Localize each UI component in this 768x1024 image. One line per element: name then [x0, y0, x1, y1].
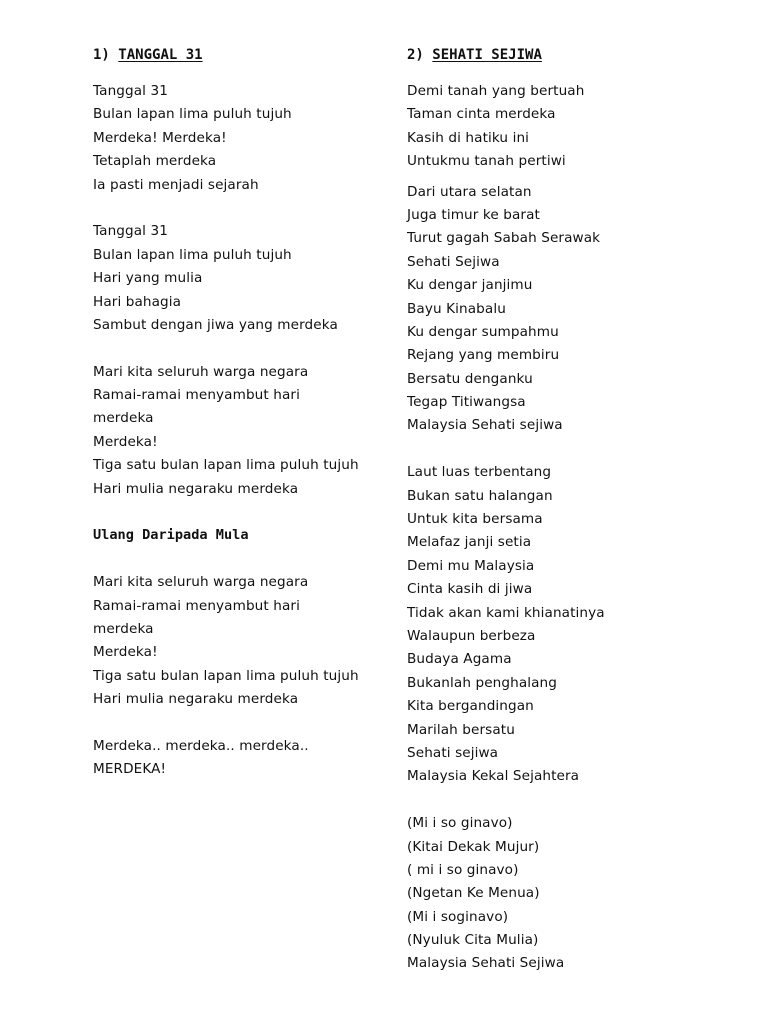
lyric-line: Laut luas terbentang — [407, 464, 552, 481]
song-heading — [407, 46, 737, 64]
stanza-2 — [407, 181, 737, 438]
lyric-line: Marilah bersatu — [407, 721, 515, 738]
lyric-line: Demi mu Malaysia — [407, 557, 535, 574]
stanza-4 — [93, 571, 383, 711]
stanza-3 — [407, 461, 737, 788]
lyric-line: Malaysia Kekal Sejahtera — [407, 768, 580, 785]
lyric-line: Tegap Titiwangsa — [407, 394, 526, 411]
lyric-line: MERDEKA! — [93, 761, 167, 778]
lyric-line: Kasih di hatiku ini — [407, 129, 530, 146]
lyric-line: Dari utara selatan — [407, 183, 532, 200]
lyric-line: Malaysia Sehati sejiwa — [407, 417, 563, 434]
lyric-line: (Kitai Dekak Mujur) — [407, 838, 540, 855]
lyric-line: Juga timur ke barat — [407, 206, 540, 223]
lyric-line: Untukmu tanah pertiwi — [407, 153, 566, 170]
lyric-line: Sehati sejiwa — [407, 744, 499, 761]
lyric-line: ( mi i so ginavo) — [407, 861, 519, 878]
lyric-line: Turut gagah Sabah Serawak — [407, 230, 601, 247]
lyric-line: Bersatu denganku — [407, 370, 533, 387]
lyric-line: Demi tanah yang bertuah — [407, 83, 585, 99]
lyric-line: Bukanlah penghalang — [407, 674, 557, 691]
stanza-spacer — [407, 174, 737, 181]
lyric-line: Mari kita seluruh warga negara — [93, 363, 309, 380]
lyric-line: Rejang yang membiru — [407, 347, 560, 364]
lyric-line: (Mi i so ginavo) — [407, 815, 513, 832]
lyric-line: Mari kita seluruh warga negara — [93, 574, 309, 591]
lyric-line: (Ngetan Ke Menua) — [407, 885, 540, 902]
stanza-spacer — [407, 438, 737, 461]
stanza-4 — [407, 812, 737, 976]
song-heading — [93, 46, 383, 64]
lyric-line: Merdeka! Merdeka! — [93, 129, 227, 146]
lyric-line: Tiga satu bulan lapan lima puluh tujuh — [93, 457, 359, 474]
lyric-line: Ramai-ramai menyambut hari — [93, 597, 300, 614]
stanza-5 — [93, 735, 383, 782]
song-title: SEHATI SEJIWA — [432, 47, 542, 63]
stanza-spacer — [93, 548, 383, 571]
lyric-line: merdeka — [93, 620, 154, 637]
lyric-line: Ia pasti menjadi sejarah — [93, 176, 259, 193]
lyric-line: Bayu Kinabalu — [407, 300, 506, 317]
lyric-line: (Mi i soginavo) — [407, 908, 509, 925]
lyric-line: Merdeka! — [93, 433, 158, 450]
song-tanggal-31 — [93, 46, 383, 782]
lyric-line: Merdeka! — [93, 644, 158, 661]
lyric-line: Bukan satu halangan — [407, 487, 553, 504]
lyric-line: (Nyuluk Cita Mulia) — [407, 932, 539, 949]
lyric-line: Hari mulia negaraku merdeka — [93, 480, 299, 497]
stanza-3 — [93, 361, 383, 501]
lyric-line: Tanggal 31 — [93, 223, 168, 240]
lyric-line: Taman cinta merdeka — [407, 106, 556, 123]
stanza-spacer — [407, 789, 737, 812]
song-title: TANGGAL 31 — [118, 47, 203, 63]
lyric-line: Ramai-ramai menyambut hari — [93, 387, 300, 404]
lyric-line: Ku dengar sumpahmu — [407, 323, 559, 340]
lyric-line: Tanggal 31 — [93, 83, 168, 99]
stanza-2 — [93, 220, 383, 337]
lyric-line: Untuk kita bersama — [407, 511, 543, 528]
lyric-line: Hari mulia negaraku merdeka — [93, 691, 299, 708]
stanza-spacer — [93, 712, 383, 735]
stanza-spacer — [93, 337, 383, 360]
lyric-line: Hari yang mulia — [93, 270, 203, 287]
stanza-spacer — [93, 501, 383, 524]
lyric-line: Budaya Agama — [407, 651, 512, 668]
lyric-line: Sambut dengan jiwa yang merdeka — [93, 316, 338, 333]
lyric-line: Malaysia Sehati Sejiwa — [407, 955, 565, 972]
stanza-spacer — [93, 197, 383, 220]
lyric-line: Walaupun berbeza — [407, 627, 536, 644]
lyric-line: Tiga satu bulan lapan lima puluh tujuh — [93, 667, 359, 684]
lyric-line: Kita bergandingan — [407, 698, 534, 715]
lyric-line: Tetaplah merdeka — [93, 153, 217, 170]
lyric-line: Merdeka.. merdeka.. merdeka.. — [93, 737, 309, 754]
lyric-line: Hari bahagia — [93, 293, 182, 310]
repeat-note: Ulang Daripada Mula — [93, 527, 249, 544]
song-number: 1) — [93, 47, 110, 63]
lyric-line: Bulan lapan lima puluh tujuh — [93, 106, 292, 123]
lyric-line: Cinta kasih di jiwa — [407, 581, 533, 598]
lyric-line: Melafaz janji setia — [407, 534, 532, 551]
stanza-1 — [407, 80, 737, 174]
lyric-line: Bulan lapan lima puluh tujuh — [93, 246, 292, 263]
stanza-1 — [93, 80, 383, 197]
lyric-line: merdeka — [93, 410, 154, 427]
song-number: 2) — [407, 47, 424, 63]
lyric-line: Tidak akan kami khianatinya — [407, 604, 605, 621]
lyric-line: Ku dengar janjimu — [407, 277, 533, 294]
song-sehati-sejiwa — [407, 46, 737, 976]
lyric-line: Sehati Sejiwa — [407, 253, 500, 270]
